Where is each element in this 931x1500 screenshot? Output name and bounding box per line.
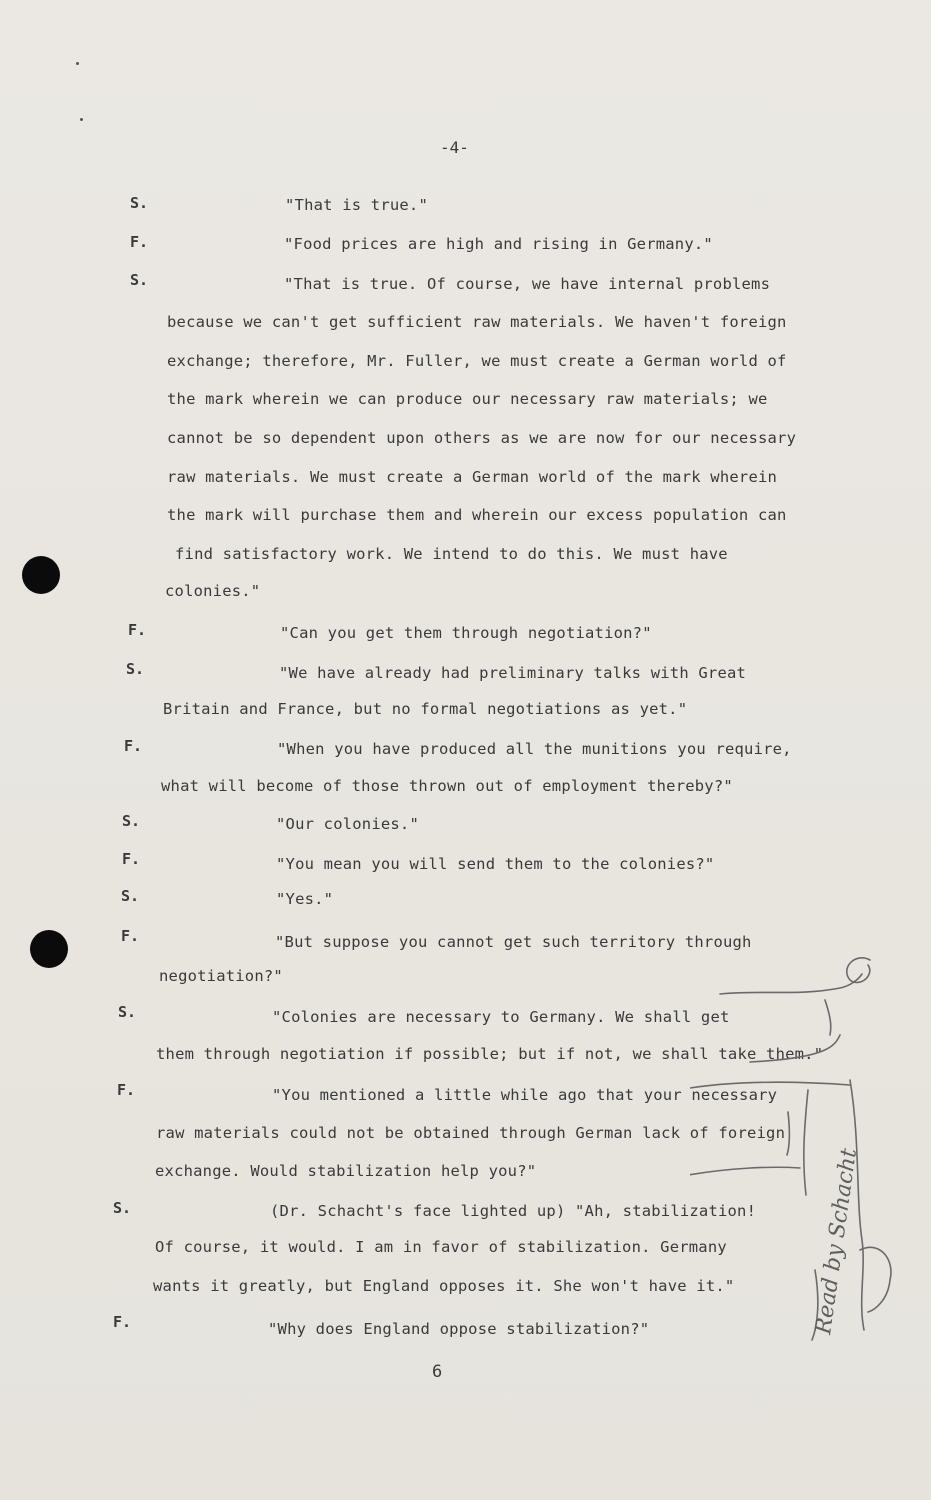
speaker-label: S.: [130, 194, 149, 212]
dialogue-line: "We have already had preliminary talks with Great: [279, 664, 747, 682]
dialogue-line: negotiation?": [159, 967, 283, 985]
speaker-label: F.: [121, 927, 140, 945]
speck: [76, 62, 79, 65]
dialogue-line: "Colonies are necessary to Germany. We shall get: [272, 1008, 730, 1026]
dialogue-line: "Our colonies.": [276, 815, 419, 833]
speaker-label: S.: [130, 271, 149, 289]
dialogue-line: the mark wherein we can produce our necessary raw materials; we: [167, 390, 768, 408]
dialogue-line: "You mean you will send them to the colonies?": [276, 855, 715, 873]
speaker-label: F.: [113, 1313, 132, 1331]
dialogue-line: what will become of those thrown out of employment thereby?": [161, 777, 733, 795]
speck: [80, 118, 83, 121]
dialogue-line: because we can't get sufficient raw materials. We haven't foreign: [167, 313, 787, 331]
dialogue-line: colonies.": [165, 582, 261, 600]
dialogue-line: the mark will purchase them and wherein our excess population can: [167, 506, 787, 524]
speaker-label: S.: [126, 660, 145, 678]
handwritten-text: Read by Schacht: [811, 1146, 863, 1336]
dialogue-line: "Yes.": [276, 890, 334, 908]
speaker-label: S.: [118, 1003, 137, 1021]
page-number-bottom: 6: [432, 1362, 443, 1382]
page-number-top: -4-: [440, 138, 469, 157]
dialogue-line: wants it greatly, but England opposes it. She won't have it.": [153, 1277, 735, 1295]
dialogue-line: raw materials could not be obtained through German lack of foreign: [156, 1124, 786, 1142]
speaker-label: F.: [117, 1081, 136, 1099]
dialogue-line: Of course, it would. I am in favor of stabilization. Germany: [155, 1238, 727, 1256]
punch-hole: [22, 556, 60, 594]
dialogue-line: (Dr. Schacht's face lighted up) "Ah, stabilization!: [270, 1202, 757, 1220]
dialogue-line: "Food prices are high and rising in Germany.": [284, 235, 713, 253]
speaker-label: F.: [122, 850, 141, 868]
dialogue-line: "Why does England oppose stabilization?": [268, 1320, 650, 1338]
dialogue-line: raw materials. We must create a German world of the mark wherein: [167, 468, 778, 486]
dialogue-line: "But suppose you cannot get such territory through: [275, 933, 752, 951]
dialogue-line: "You mentioned a little while ago that your necessary: [272, 1086, 778, 1104]
dialogue-line: Britain and France, but no formal negotiations as yet.": [163, 700, 688, 718]
speaker-label: F.: [130, 233, 149, 251]
dialogue-line: exchange; therefore, Mr. Fuller, we must create a German world of: [167, 352, 787, 370]
dialogue-line: exchange. Would stabilization help you?": [155, 1162, 537, 1180]
speaker-label: S.: [113, 1199, 132, 1217]
speaker-label: S.: [122, 812, 141, 830]
dialogue-line: "That is true.": [285, 196, 428, 214]
handwritten-annotation: [690, 940, 931, 1360]
dialogue-line: "That is true. Of course, we have internal problems: [284, 275, 771, 293]
speaker-label: F.: [128, 621, 147, 639]
punch-hole: [30, 930, 68, 968]
speaker-label: F.: [124, 737, 143, 755]
dialogue-line: "When you have produced all the munitions you require,: [277, 740, 792, 758]
speaker-label: S.: [121, 887, 140, 905]
dialogue-line: cannot be so dependent upon others as we are now for our necessary: [167, 429, 797, 447]
dialogue-line: them through negotiation if possible; but if not, we shall take them.": [156, 1045, 824, 1063]
dialogue-line: "Can you get them through negotiation?": [280, 624, 652, 642]
dialogue-line: find satisfactory work. We intend to do this. We must have: [175, 545, 728, 563]
